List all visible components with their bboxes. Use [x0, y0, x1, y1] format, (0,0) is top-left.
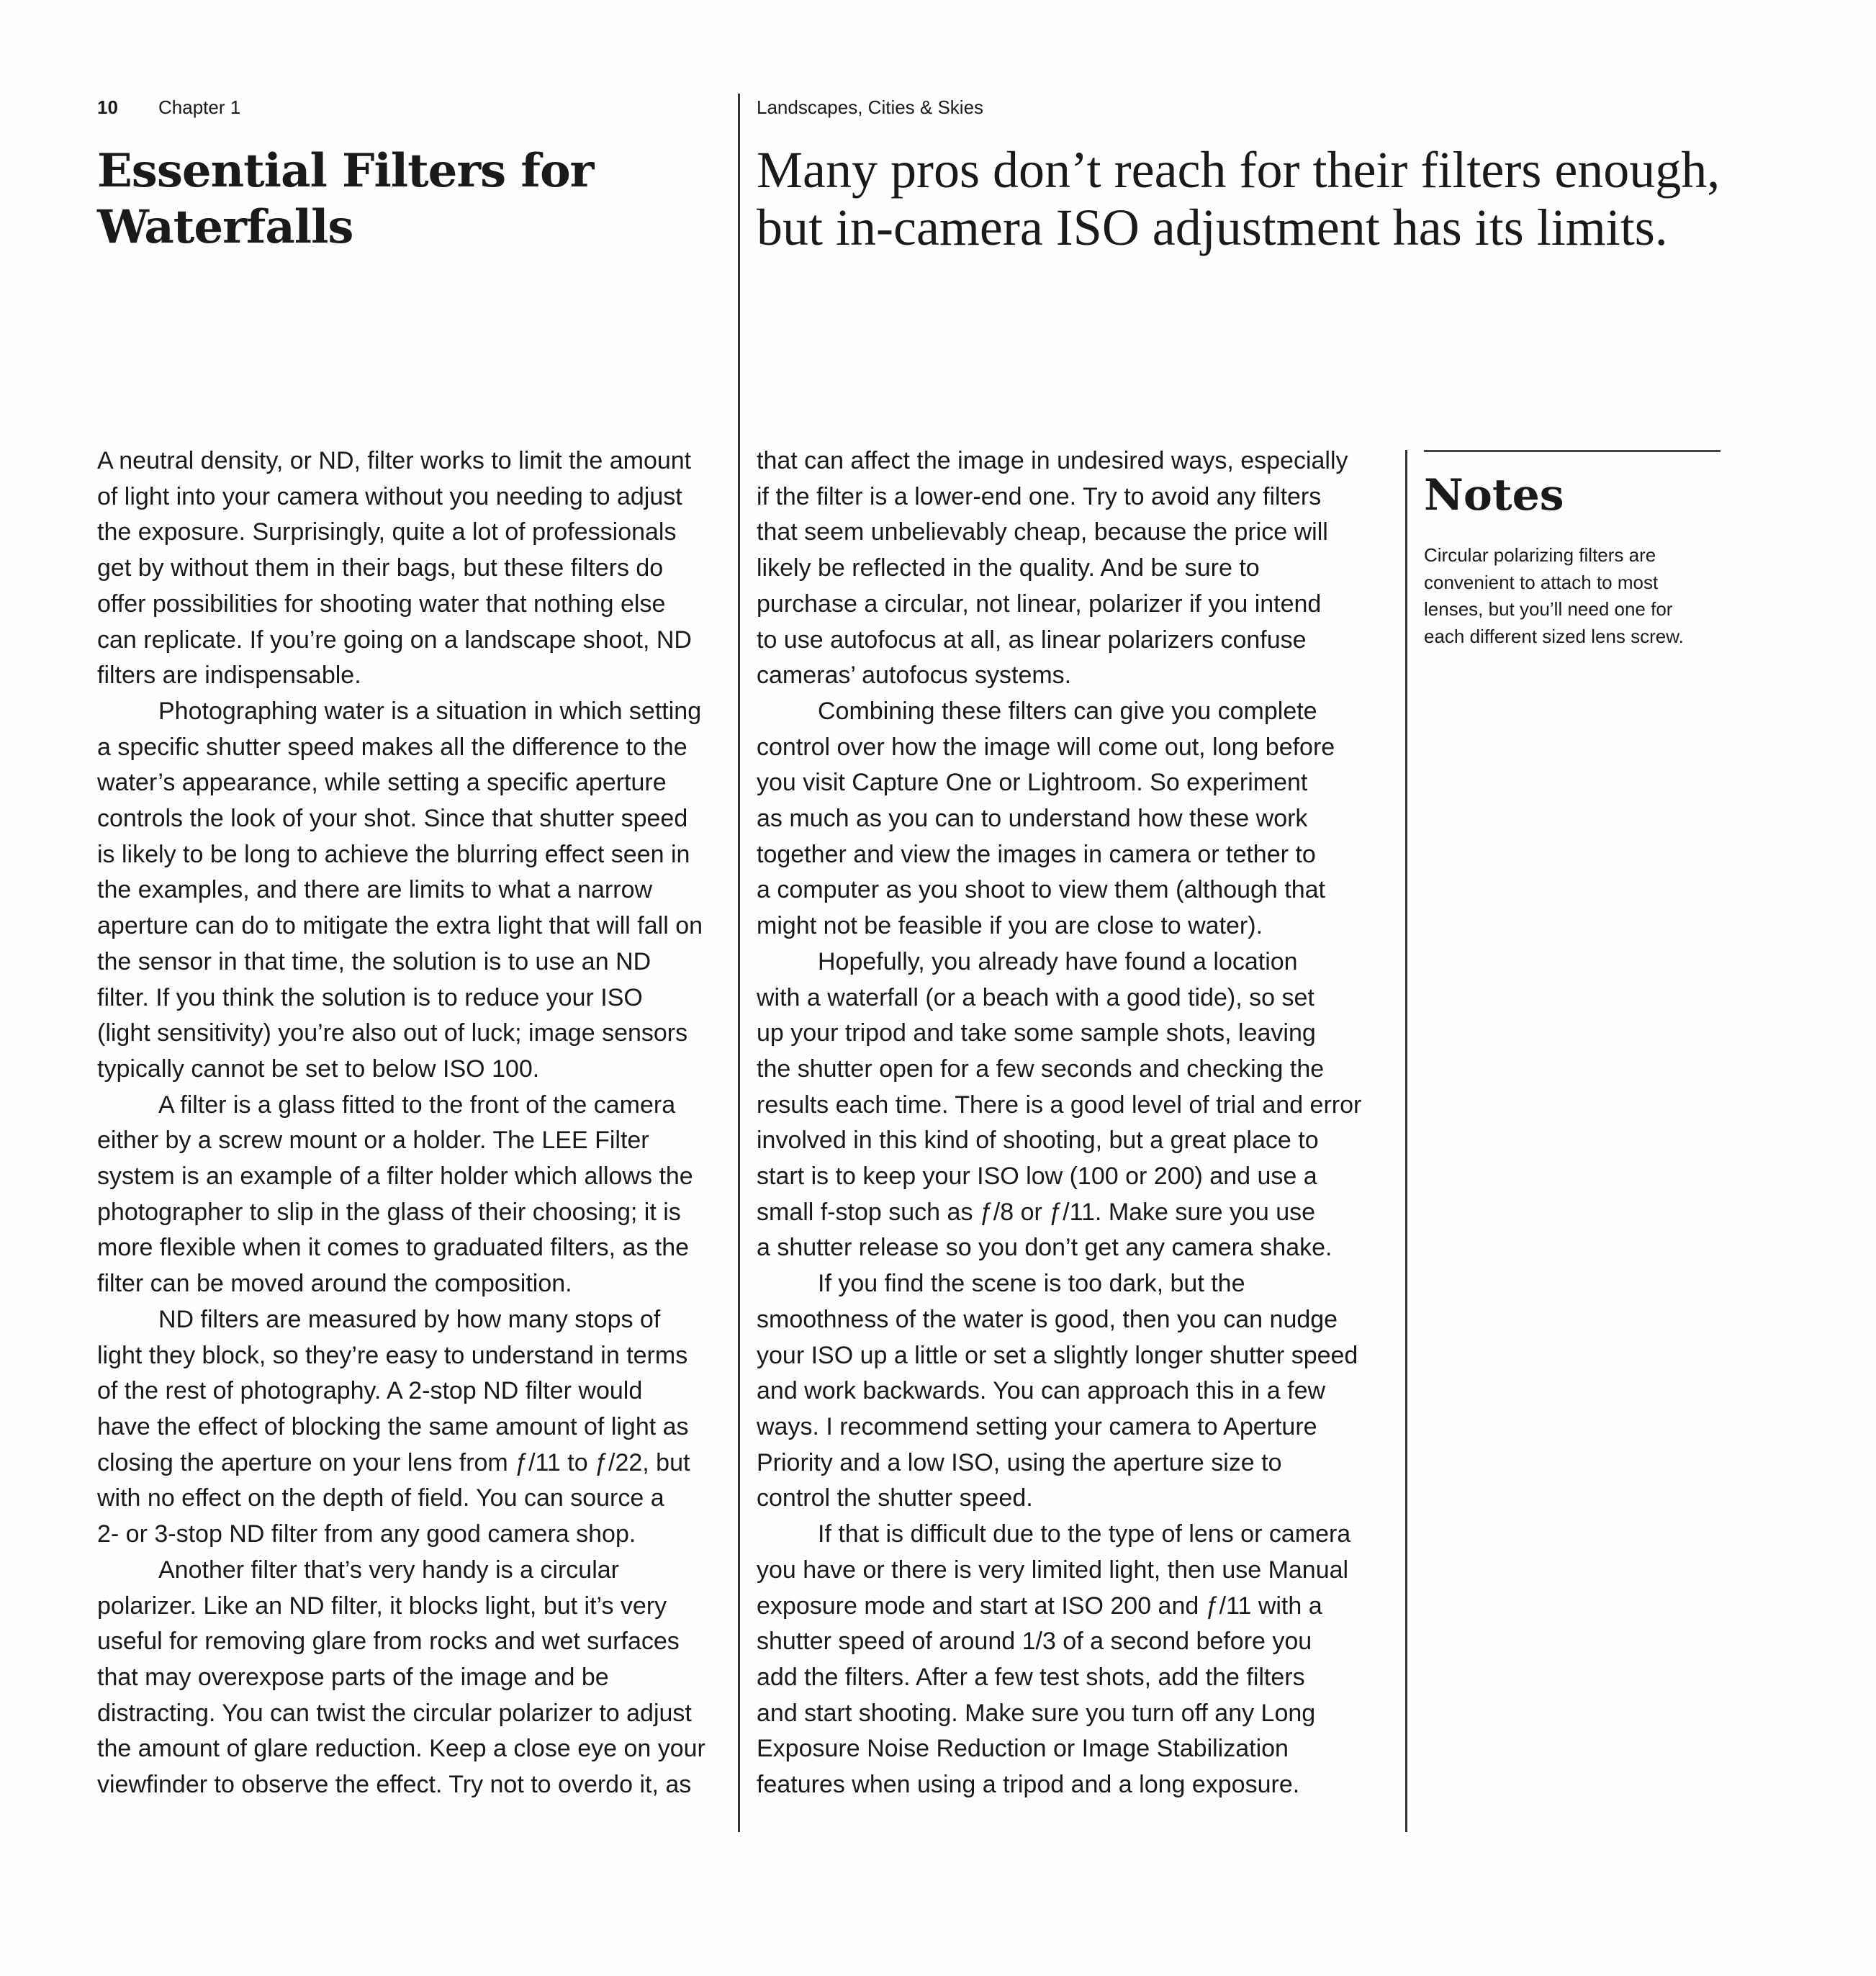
paragraph	[757, 1517, 1361, 1803]
text-line: the exposure. Surprisingly, quite a lot of professionals	[97, 518, 677, 546]
text-line: the shutter open for a few seconds and checking the	[757, 1055, 1325, 1083]
text-line: filter can be moved around the composition.	[97, 1270, 572, 1298]
text-line: controls the look of your shot. Since that shutter speed	[97, 805, 688, 833]
column-divider	[738, 94, 740, 1832]
notes-rule	[1424, 450, 1721, 452]
paragraph	[97, 443, 705, 694]
text-line: photographer to slip in the glass of their choosing; it is	[97, 1198, 681, 1226]
text-line: If you find the scene is too dark, but the	[818, 1270, 1245, 1298]
text-line: get by without them in their bags, but these filters do	[97, 554, 664, 582]
text-line: results each time. There is a good level of trial and error	[757, 1091, 1362, 1119]
text-line: with a waterfall (or a beach with a good tide), so set	[757, 983, 1314, 1011]
paragraph	[97, 694, 705, 1088]
notes-heading: Notes	[1424, 470, 1564, 520]
text-line: that seem unbelievably cheap, because the price will	[757, 518, 1328, 546]
column-divider	[1405, 450, 1407, 1832]
chapter-label: Chapter 1	[158, 96, 241, 118]
pull-quote	[757, 141, 1720, 256]
text-line: might not be feasible if you are close to water).	[757, 912, 1263, 940]
text-line: exposure mode and start at ISO 200 and ƒ/11 with a	[757, 1592, 1322, 1620]
text-line: aperture can do to mitigate the extra light that will fall on	[97, 912, 703, 940]
text-line: up your tripod and take some sample shots, leaving	[757, 1019, 1316, 1047]
text-line: closing the aperture on your lens from ƒ/11 to ƒ/22, but	[97, 1448, 690, 1476]
title-line: Waterfalls	[97, 200, 353, 254]
notes-line: lenses, but you’ll need one for	[1424, 598, 1673, 620]
text-line: polarizer. Like an ND filter, it blocks light, but it’s very	[97, 1592, 667, 1620]
text-line: light they block, so they’re easy to understand in terms	[97, 1341, 688, 1369]
body-column-left	[97, 443, 705, 1803]
text-line: small f-stop such as ƒ/8 or ƒ/11. Make sure you use	[757, 1198, 1316, 1226]
text-line: A neutral density, or ND, filter works to limit the amount	[97, 447, 692, 474]
paragraph	[757, 694, 1361, 944]
text-line: is likely to be long to achieve the blurring effect seen in	[97, 840, 690, 868]
title-line: Essential Filters for	[97, 144, 594, 198]
text-line: either by a screw mount or a holder. The LEE Filter	[97, 1127, 649, 1155]
text-line: a computer as you shoot to view them (although that	[757, 876, 1326, 904]
paragraph	[97, 1302, 705, 1553]
text-line: smoothness of the water is good, then you can nudge	[757, 1305, 1338, 1333]
text-line: shutter speed of around 1/3 of a second before you	[757, 1628, 1312, 1656]
text-line: ND filters are measured by how many stops of	[158, 1305, 661, 1333]
text-line: typically cannot be set to below ISO 100.	[97, 1055, 540, 1083]
paragraph	[757, 1266, 1361, 1517]
text-line: (light sensitivity) you’re also out of luck; image sensors	[97, 1019, 688, 1047]
text-line: system is an example of a filter holder which allows the	[97, 1163, 693, 1191]
text-line: with no effect on the depth of field. You can source a	[97, 1484, 664, 1512]
notes-line: Circular polarizing filters are	[1424, 544, 1656, 566]
text-line: Combining these filters can give you complete	[818, 697, 1317, 725]
text-line: purchase a circular, not linear, polarizer if you intend	[757, 590, 1322, 618]
paragraph	[757, 944, 1361, 1266]
text-line: can replicate. If you’re going on a landscape shoot, ND	[97, 626, 692, 654]
text-line: filter. If you think the solution is to reduce your ISO	[97, 983, 643, 1011]
paragraph	[757, 443, 1361, 694]
text-line: viewfinder to observe the effect. Try not to overdo it, as	[97, 1771, 692, 1799]
text-line: you visit Capture One or Lightroom. So experiment	[757, 769, 1308, 797]
text-line: Priority and a low ISO, using the aperture size to	[757, 1448, 1282, 1476]
text-line: and work backwards. You can approach this in a few	[757, 1377, 1326, 1405]
text-line: your ISO up a little or set a slightly longer shutter speed	[757, 1341, 1358, 1369]
text-line: to use autofocus at all, as linear polarizers confuse	[757, 626, 1307, 654]
pull-quote-line: Many pros don’t reach for their filters enough,	[757, 141, 1721, 199]
text-line: distracting. You can twist the circular polarizer to adjust	[97, 1699, 692, 1727]
text-line: add the filters. After a few test shots, add the filters	[757, 1663, 1305, 1691]
text-line: useful for removing glare from rocks and wet surfaces	[97, 1628, 680, 1656]
text-line: control the shutter speed.	[757, 1484, 1033, 1512]
text-line: ways. I recommend setting your camera to Aperture	[757, 1412, 1317, 1440]
text-line: a specific shutter speed makes all the difference to the	[97, 733, 687, 761]
text-line: offer possibilities for shooting water that nothing else	[97, 590, 666, 618]
paragraph	[97, 1553, 705, 1803]
text-line: of the rest of photography. A 2-stop ND filter would	[97, 1377, 643, 1405]
text-line: have the effect of blocking the same amount of light as	[97, 1412, 689, 1440]
text-line: that may overexpose parts of the image and be	[97, 1663, 609, 1691]
text-line: start is to keep your ISO low (100 or 200) and use a	[757, 1163, 1317, 1191]
text-line: likely be reflected in the quality. And be sure to	[757, 554, 1260, 582]
text-line: the examples, and there are limits to what a narrow	[97, 876, 653, 904]
text-line: you have or there is very limited light, then use Manual	[757, 1556, 1349, 1584]
text-line: Photographing water is a situation in which setting	[158, 697, 702, 725]
notes-line: each different sized lens screw.	[1424, 625, 1684, 647]
text-line: of light into your camera without you needing to adjust	[97, 482, 682, 510]
text-line: that can affect the image in undesired ways, especially	[757, 447, 1348, 474]
text-line: filters are indispensable.	[97, 662, 361, 690]
notes-body	[1424, 542, 1726, 650]
pull-quote-line: but in-camera ISO adjustment has its limits.	[757, 199, 1668, 256]
text-line: a shutter release so you don’t get any camera shake.	[757, 1234, 1332, 1262]
text-line: Exposure Noise Reduction or Image Stabilization	[757, 1735, 1289, 1763]
text-line: if the filter is a lower-end one. Try to avoid any filters	[757, 482, 1322, 510]
text-line: the amount of glare reduction. Keep a close eye on your	[97, 1735, 705, 1763]
text-line: the sensor in that time, the solution is to use an ND	[97, 947, 651, 975]
paragraph	[97, 1088, 705, 1302]
text-line: features when using a tripod and a long exposure.	[757, 1771, 1300, 1799]
text-line: involved in this kind of shooting, but a great place to	[757, 1127, 1319, 1155]
text-line: control over how the image will come out, long before	[757, 733, 1335, 761]
section-running-head: Landscapes, Cities & Skies	[757, 96, 984, 118]
text-line: cameras’ autofocus systems.	[757, 662, 1072, 690]
text-line: more flexible when it comes to graduated filters, as the	[97, 1234, 690, 1262]
text-line: water’s appearance, while setting a specific aperture	[97, 769, 667, 797]
text-line: 2- or 3-stop ND filter from any good camera shop.	[97, 1520, 636, 1548]
text-line: A filter is a glass fitted to the front of the camera	[158, 1091, 676, 1119]
body-column-middle	[757, 443, 1361, 1803]
text-line: as much as you can to understand how these work	[757, 805, 1308, 833]
text-line: Hopefully, you already have found a location	[818, 947, 1298, 975]
text-line: together and view the images in camera or tether to	[757, 840, 1316, 868]
text-line: and start shooting. Make sure you turn off any Long	[757, 1699, 1316, 1727]
page-title	[97, 143, 593, 256]
notes-line: convenient to attach to most	[1424, 571, 1659, 593]
text-line: If that is difficult due to the type of lens or camera	[818, 1520, 1351, 1548]
page-number: 10	[97, 96, 118, 118]
text-line: Another filter that’s very handy is a circular	[158, 1556, 619, 1584]
